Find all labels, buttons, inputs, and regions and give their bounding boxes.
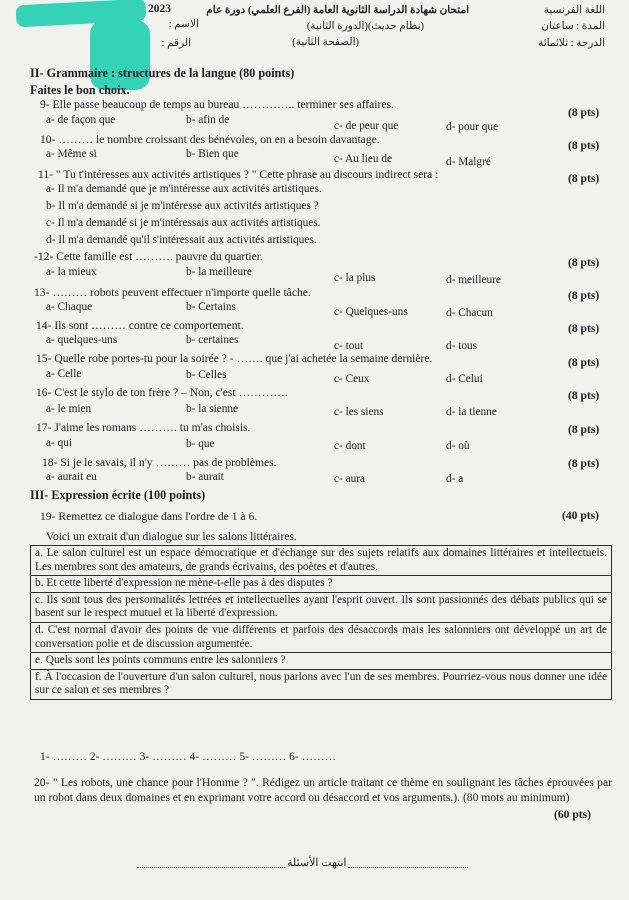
option: a- quelques-uns	[46, 334, 118, 346]
dialogue-line: b. Et cette liberté d'expression ne mène-t-elle pas à des disputes ?	[31, 576, 612, 593]
footer-end-text: انتهت الأسئلة	[287, 857, 347, 869]
header-number-label: الرقم :	[161, 38, 191, 49]
question-13: 13- ……… robots peuvent effectuer n'importe quelle tâche.	[34, 286, 311, 299]
dialogue-row	[31, 546, 612, 576]
option: d- pour que	[446, 121, 499, 133]
question-15-points: (8 pts)	[568, 356, 600, 369]
dialogue-intro: Voici un extrait d'un dialogue sur les salons littéraires.	[46, 530, 297, 543]
option: c- la plus	[334, 272, 376, 284]
option: c- tout	[334, 340, 364, 352]
header-title: امتحان شهادة الدراسة الثانوية العامة (الفرع العلمي) دورة عام	[206, 5, 469, 16]
footer-line	[137, 867, 285, 868]
question-14: 14- Ils sont ……… contre ce comportement.	[36, 319, 244, 332]
dialogue-line: c. Ils sont tous des personnalités lettrées et intellectuelles ayant l'esprit ouvert. Ils sont passionnés des débats publics qui se basent sur le respect mutuel et la liberté d'expression.	[31, 592, 612, 622]
question-16: 16- C'est le stylo de ton frère ? – Non, c'est ………….	[36, 386, 288, 399]
option: b- Bien que	[186, 148, 239, 160]
question-10: 10- ……… le nombre croissant des bénévoles, on en a besoin davantage.	[40, 133, 380, 146]
question-9: 9- Elle passe beaucoup de temps au bureau ………….. terminer ses affaires.	[40, 98, 394, 111]
option: d- Malgré	[446, 156, 491, 168]
question-12: -12- Cette famille est ………. pauvre du quartier.	[34, 250, 263, 263]
option: a- le mien	[46, 403, 92, 415]
dialogue-line: a. Le salon culturel est un espace démocratique et d'échange sur des sujets relatifs aux domaines littéraires et intellectuels. Les membres sont des amateurs, de grands écrivains, des poètes et d'autres.	[31, 546, 612, 576]
option: c- de peur que	[334, 120, 399, 132]
option: a- de façon que	[46, 114, 116, 126]
question-19-points: (40 pts)	[562, 509, 600, 522]
question-11-points: (8 pts)	[568, 172, 600, 185]
option: d- Chacun	[446, 307, 493, 319]
option: c- Il m'a demandé si je m'intéressais aux activités artistiques.	[46, 217, 321, 229]
option: d- la tienne	[446, 406, 497, 418]
question-16-points: (8 pts)	[568, 389, 600, 402]
option: b- la sienne	[186, 403, 239, 415]
option: d- meilleure	[446, 274, 501, 286]
header-subject: اللغة الفرنسية	[543, 5, 605, 16]
dialogue-row	[31, 576, 612, 593]
option: a- qui	[46, 437, 73, 449]
option: a- Celle	[46, 368, 82, 380]
question-18: 18- Si je le savais, il n'y ……… pas de problèmes.	[42, 456, 277, 469]
section-grammar-title: II- Grammaire : structures de la langue (80 points)	[30, 66, 295, 80]
question-18-points: (8 pts)	[568, 457, 600, 470]
dialogue-table	[30, 545, 612, 700]
question-19: 19- Remettez ce dialogue dans l'ordre de 1 à 6.	[40, 510, 258, 523]
question-17-points: (8 pts)	[568, 423, 600, 436]
question-12-points: (8 pts)	[568, 256, 600, 269]
option: a- aurait eu	[46, 471, 97, 483]
dialogue-row	[31, 592, 612, 622]
question-15: 15- Quelle robe portes-tu pour la soirée ? - ……. que j'ai achetée la semaine dernière.	[36, 352, 433, 365]
header-duration: المدة : ساعتان	[541, 21, 605, 32]
question-20-points: (60 pts)	[554, 808, 592, 821]
dialogue-row	[31, 622, 612, 652]
option: d- où	[446, 440, 470, 452]
question-20: 20- " Les robots, une chance pour l'Homme ? ". Rédigez un article traitant ce thème en soulignant les tâches éprouvées par un robot dans deux domaines et en exprimant votre accord ou désaccord et vos arguments.). (80 mots au minimum)	[34, 776, 612, 804]
option: c- Quelques-uns	[334, 306, 408, 318]
option: c- les siens	[334, 406, 384, 418]
option: b- Il m'a demandé si je m'intéresse aux activités artistiques ?	[46, 200, 319, 212]
option: b- aurait	[186, 471, 224, 483]
option: c- Ceux	[334, 373, 370, 385]
option: a- Il m'a demandé que je m'intéresse aux activités artistiques.	[46, 183, 322, 195]
header-grade: الدرجة : ثلاثمائة	[538, 38, 605, 49]
option: a- Chaque	[46, 301, 93, 313]
header-name-label: الاسم :	[168, 19, 199, 30]
option: d- Il m'a demandé qu'il s'intéressait aux activités artistiques.	[46, 234, 317, 246]
dialogue-line: e. Quels sont les points communs entre les salonniers ?	[31, 653, 612, 670]
option: c- Au lieu de	[334, 153, 393, 165]
question-9-points: (8 pts)	[568, 106, 600, 119]
option: b- Certains	[186, 301, 236, 313]
footer-line	[348, 867, 468, 868]
option: d- tous	[446, 340, 478, 352]
option: a- Même si	[46, 148, 97, 160]
dialogue-row	[31, 653, 612, 670]
header-system: (نظام حديث)(الدورة الثانية)	[306, 21, 424, 32]
option: b- que	[186, 438, 215, 450]
option: b- Celles	[186, 369, 227, 381]
question-17: 17- J'aime les romans ………. tu m'as choisis.	[36, 421, 251, 434]
option: d- a	[446, 473, 464, 485]
option: a- la mieux	[46, 266, 97, 278]
header-page: (الصفحة الثانية)	[292, 37, 359, 48]
option: b- afin de	[186, 114, 230, 126]
option: c- aura	[334, 473, 366, 485]
question-10-points: (8 pts)	[568, 139, 600, 152]
answer-fill-line: 1- ……… 2- ……… 3- ……… 4- ……… 5- ……… 6- ………	[40, 751, 337, 763]
dialogue-line: f. À l'occasion de l'ouverture d'un salon culturel, nous parlons avec l'un de ses membres. Pourriez-vous nous donner une idée sur ce salon et ses membres ?	[31, 669, 612, 699]
option: c- dont	[334, 440, 366, 452]
option: d- Celui	[446, 373, 483, 385]
section-grammar-instruction: Faites le bon choix.	[30, 83, 130, 97]
dialogue-line: d. C'est normal d'avoir des points de vue différents et parfois des désaccords mais les salonniers ont développé un art de conversation polie et de discussion argumentée.	[31, 622, 612, 652]
option: b- certaines	[186, 334, 239, 346]
question-11: 11- " Tu t'intéresses aux activités artistiques ? " Cette phrase au discours indirect sera :	[38, 168, 439, 181]
section-expression-title: III- Expression écrite (100 points)	[30, 488, 206, 502]
dialogue-row	[31, 669, 612, 699]
header-year: 2023	[148, 3, 171, 15]
option: b- la meilleure	[186, 266, 252, 278]
question-14-points: (8 pts)	[568, 322, 600, 335]
question-13-points: (8 pts)	[568, 289, 600, 302]
